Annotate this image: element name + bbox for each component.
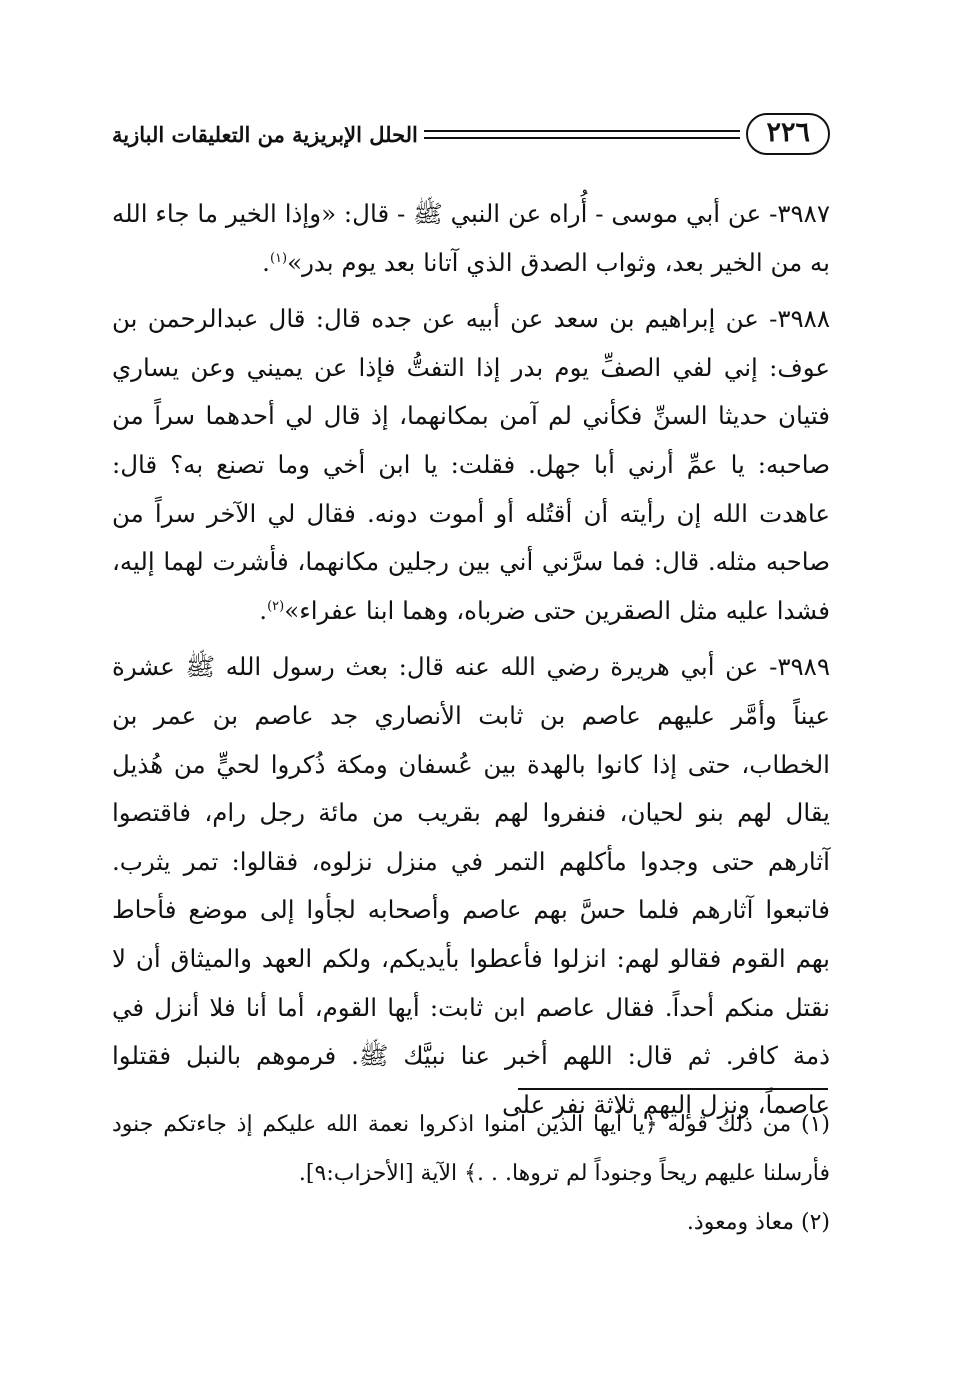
hadith-text: ٣٩٨٩- عن أبي هريرة رضي الله عنه قال: بعث رسول الله ﷺ عشرة عيناً وأمَّر عليهم عاصم بن ثابت الأنصاري جد عاصم بن عمر بن الخطاب، حتى إذا كانوا بالهدة بين عُسفان ومكة ذُكروا لحيٍّ من هُذيل يقال لهم بنو لحيان، فنفروا لهم بقريب من مائة رجل رام، فاقتصوا آثارهم حتى وجدوا مأكلهم التمر في منزل نزلوه، فقالوا: تمر يثرب. فاتبعوا آثارهم فلما حسَّ بهم عاصم وأصحابه لجأوا إلى موضع فأحاط بهم القوم فقالو لهم: انزلوا فأعطوا بأيديكم، ولكم العهد والميثاق أن لا نقتل منكم أحداً. فقال عاصم ابن ثابت: أيها القوم، أما أنا فلا أنزل في ذمة كافر. ثم قال: اللهم أخبر عنا نبيَّك ﷺ. فرموهم بالنبل فقتلوا عاصماً، ونزل إليهم ثلاثة نفر على <box>112 652 830 1119</box>
page-number: ٢٢٦ <box>746 113 830 155</box>
hadith-3987 <box>112 190 830 287</box>
running-title: الحلل الإبريزية من التعليقات البازية <box>112 121 418 147</box>
footnote-2: (٢) معاذ ومعوذ. <box>686 1210 830 1235</box>
page-header <box>112 112 830 156</box>
hadith-tail: . <box>262 247 270 277</box>
hadith-tail: . <box>259 595 268 625</box>
hadith-3988 <box>112 295 830 635</box>
hadith-text: ٣٩٨٨- عن إبراهيم بن سعد عن أبيه عن جده قال: قال عبدالرحمن بن عوف: إني لفي الصفِّ يوم بدر إذا التفتُّ فإذا عن يميني وعن يساري فتيان حديثا السنِّ فكأني لم آمن بمكانهما، إذ قال لي أحدهما سراً من صاحبه: يا عمِّ أرني أبا جهل. فقلت: يا ابن أخي وما تصنع به؟ قال: عاهدت الله إن رأيته أن أقتُله أو أموت دونه. فقال لي الآخر سراً من صاحبه مثله. قال: فما سرَّني أني بين رجلين مكانهما، فأشرت لهما إليه، فشدا عليه مثل الصقرين حتى ضرباه، وهما ابنا عفراء» <box>112 304 830 625</box>
footnotes <box>112 1100 830 1247</box>
footnote-separator <box>518 1088 828 1090</box>
hadith-3989 <box>112 643 830 1129</box>
header-double-rule <box>424 130 741 139</box>
footnote-ref-2: (٢) <box>267 598 285 614</box>
footnote-1: (١) من ذلك قوله ﴿يا أيها الذين آمنوا اذكروا نعمة الله عليكم إذ جاءتكم جنود فأرسلنا عليهم ريحاً وجنوداً لم تروها. . .﴾ الآية [الأحزاب:٩]. <box>112 1112 830 1186</box>
hadith-text: ٣٩٨٧- عن أبي موسى - أُراه عن النبي ﷺ - قال: «وإذا الخير ما جاء الله به من الخير بعد، وثواب الصدق الذي آتانا بعد يوم بدر» <box>112 199 830 277</box>
footnote-ref-1: (١) <box>269 250 288 266</box>
main-text-body <box>112 190 830 1137</box>
